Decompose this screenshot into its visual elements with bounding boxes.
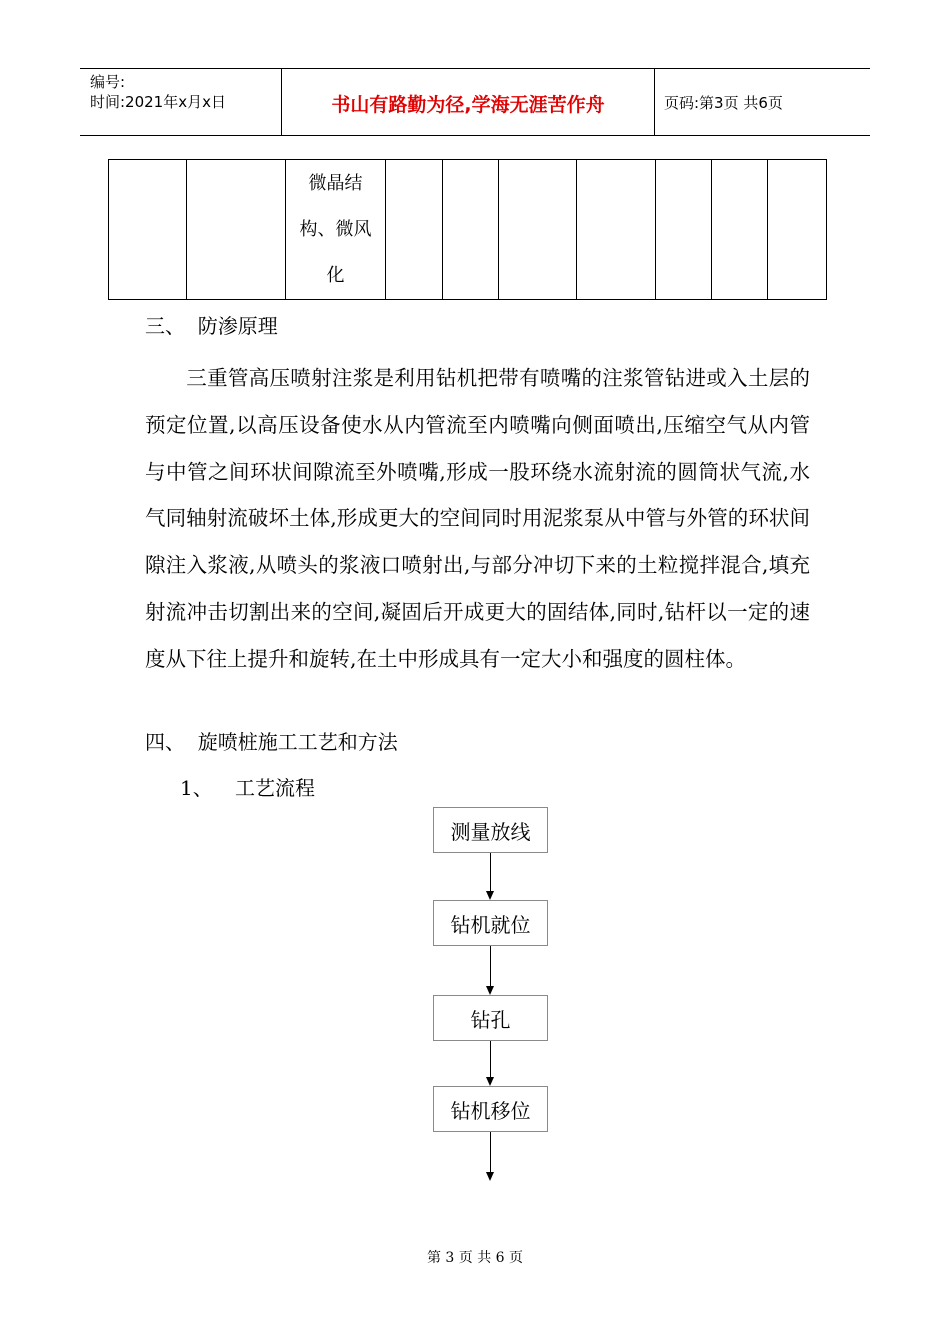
header-divider-right xyxy=(654,68,655,136)
header-meta xyxy=(90,72,226,112)
page-footer: 第 3 页 共 6 页 xyxy=(426,1250,524,1266)
flow-arrow-icon xyxy=(486,1172,494,1181)
flow-connector xyxy=(490,1132,491,1172)
flow-step-move-rig xyxy=(433,1086,548,1132)
header-bottom-rule xyxy=(80,135,870,136)
header-number-label: 编号: xyxy=(90,73,126,91)
section-3-heading: 三、 防渗原理 xyxy=(145,314,278,338)
table-cell xyxy=(577,160,656,300)
table-cell xyxy=(443,160,499,300)
table-cell xyxy=(768,160,827,300)
subsection-number: 1、 xyxy=(180,776,213,800)
cell-line-1: 微晶结 xyxy=(308,172,363,194)
flow-step-drill xyxy=(433,995,548,1041)
flow-connector xyxy=(490,946,491,986)
section-4-heading: 四、 旋喷桩施工工艺和方法 xyxy=(145,730,398,754)
header-page-label: 页码:第3页 共6页 xyxy=(664,94,783,112)
table-cell-description xyxy=(286,160,386,300)
flow-step-survey xyxy=(433,807,548,853)
header-top-rule xyxy=(80,68,870,69)
subsection-heading: 工艺流程 xyxy=(235,776,315,800)
flow-step-label: 钻孔 xyxy=(470,1007,511,1032)
cell-line-3: 化 xyxy=(326,264,345,286)
flow-step-position-rig xyxy=(433,900,548,946)
geology-table-fragment xyxy=(108,159,827,300)
cell-line-2: 构、微风 xyxy=(299,218,372,240)
flow-arrow-icon xyxy=(486,1077,494,1086)
table-cell xyxy=(187,160,286,300)
header-motto: 书山有路勤为径,学海无涯苦作舟 xyxy=(331,94,605,116)
flow-step-label: 钻机移位 xyxy=(450,1098,531,1123)
table-cell xyxy=(712,160,768,300)
flow-arrow-icon xyxy=(486,986,494,995)
flow-step-label: 测量放线 xyxy=(450,819,531,844)
header-time-label: 时间:2021年x月x日 xyxy=(90,93,226,111)
flow-step-label: 钻机就位 xyxy=(450,912,531,937)
table-cell xyxy=(499,160,577,300)
table-cell xyxy=(656,160,712,300)
table-cell xyxy=(109,160,187,300)
table-cell xyxy=(386,160,443,300)
flow-connector xyxy=(490,1041,491,1077)
section-3-paragraph xyxy=(145,355,810,683)
section-3-paragraph-text: 三重管高压喷射注浆是利用钻机把带有喷嘴的注浆管钻进或入土层的预定位置,以高压设备使水从内管流至内喷嘴向侧面喷出,压缩空气从内管与中管之间环状间隙流至外喷嘴,形成一股环绕水流射流的圆筒状气流,水气同轴射流破坏土体,形成更大的空间同时用泥浆泵从中管与外管的环状间隙注入浆液,从喷头的浆液口喷射出,与部分冲切下来的土粒搅拌混合,填充射流冲击切割出来的空间,凝固后开成更大的固结体,同时,钻杆以一定的速度从下往上提升和旋转,在土中形成具有一定大小和强度的圆柱体。 xyxy=(145,366,810,671)
table-row xyxy=(109,160,827,300)
flow-connector xyxy=(490,853,491,891)
flow-arrow-icon xyxy=(486,891,494,900)
